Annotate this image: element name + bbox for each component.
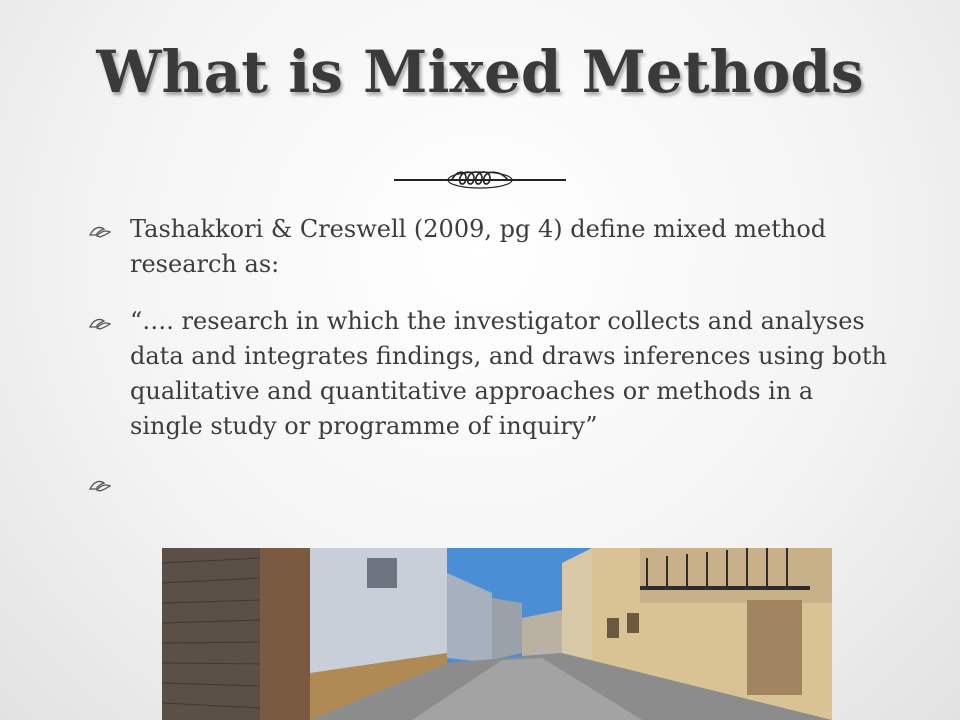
street-photo: [162, 548, 832, 720]
slide-title: What is Mixed Methods: [96, 38, 864, 106]
leaf-bullet-icon: [88, 316, 112, 330]
bullet-text: Tashakkori & Creswell (2009, pg 4) define mixed method research as:: [130, 215, 827, 278]
bullet-text: “…. research in which the investigator collects and analyses data and integrates findings, and draws inferences using both qualitative and quantitative approaches or methods in a single study or programme of inquiry”: [130, 307, 887, 440]
bullet-list: [88, 212, 888, 466]
street-photo-illustration: [162, 548, 832, 720]
leaf-bullet-icon: [88, 478, 112, 492]
bullet-item: [88, 304, 888, 444]
bullet-item: [88, 212, 888, 282]
leaf-bullet-icon: [88, 224, 112, 238]
flourish-divider-icon: [394, 164, 566, 196]
